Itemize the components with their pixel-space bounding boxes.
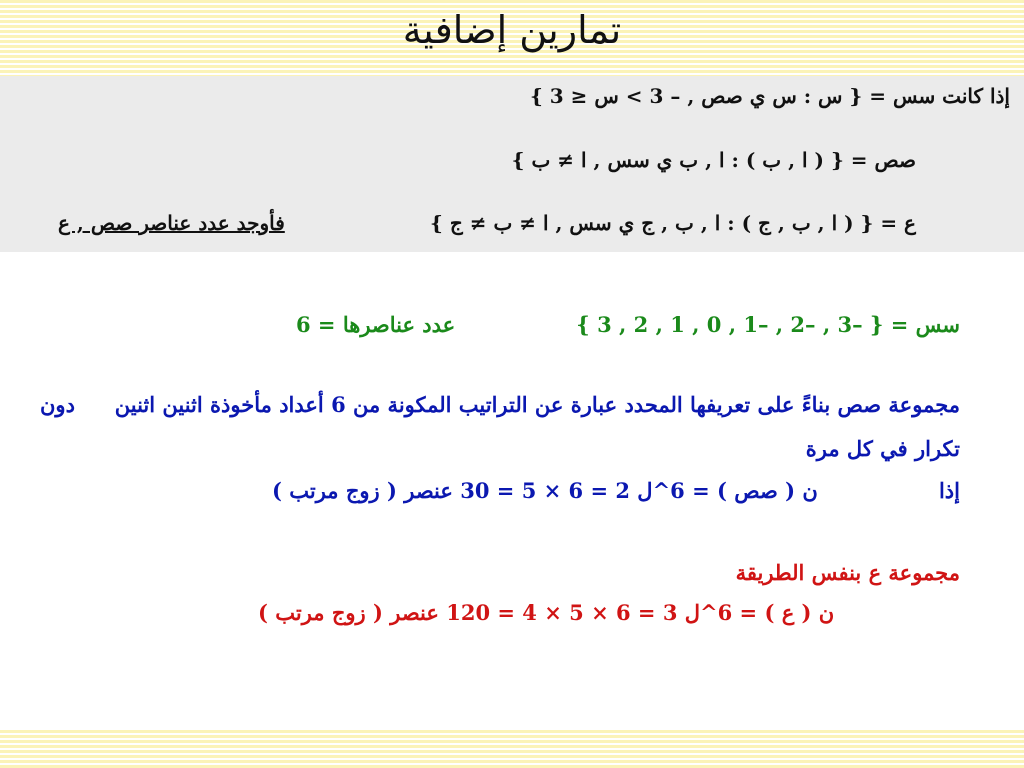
footer-stripes <box>0 730 1024 768</box>
count-formula-triples: ن ( ع ) = 6^ل 3 = 6 × 5 × 4 = 120 عنصر ( زوج مرتب ) <box>258 600 835 625</box>
problem-line-2: صص = { ( ا , ب ) : ا , ب ي سس , ا ≠ ب } <box>511 148 916 172</box>
group-e-title: مجموعة ع بنفس الطريقة <box>735 560 960 585</box>
problem-line-3: ع = { ( ا , ب , ج ) : ا , ب , ج ي سس , ا ≠ ب ≠ ج } <box>430 211 916 235</box>
definition-line-2: تكرار في كل مرة <box>805 436 960 461</box>
solution-set: سس = { –3 , –2 , –1 , 0 , 1 , 2 , 3 } <box>576 312 960 337</box>
problem-line-1: إذا كانت سس = { س : س ي صص , – 3 > س ≤ 3 } <box>529 84 1010 108</box>
page-title: تمارين إضافية <box>402 8 622 52</box>
definition-line-1-end: دون <box>40 392 75 417</box>
solution-count: عدد عناصرها = 6 <box>296 312 456 337</box>
then-label: إذا <box>938 478 960 503</box>
definition-line-1: مجموعة صص بناءً على تعريفها المحدد عبارة عن التراتيب المكونة من 6 أعداد مأخوذة اثنين اثنين <box>114 392 960 417</box>
problem-question: فأوجد عدد عناصر صص , ع <box>58 211 285 235</box>
count-formula-pairs: ن ( صص ) = 6^ل 2 = 6 × 5 = 30 عنصر ( زوج مرتب ) <box>272 478 818 503</box>
